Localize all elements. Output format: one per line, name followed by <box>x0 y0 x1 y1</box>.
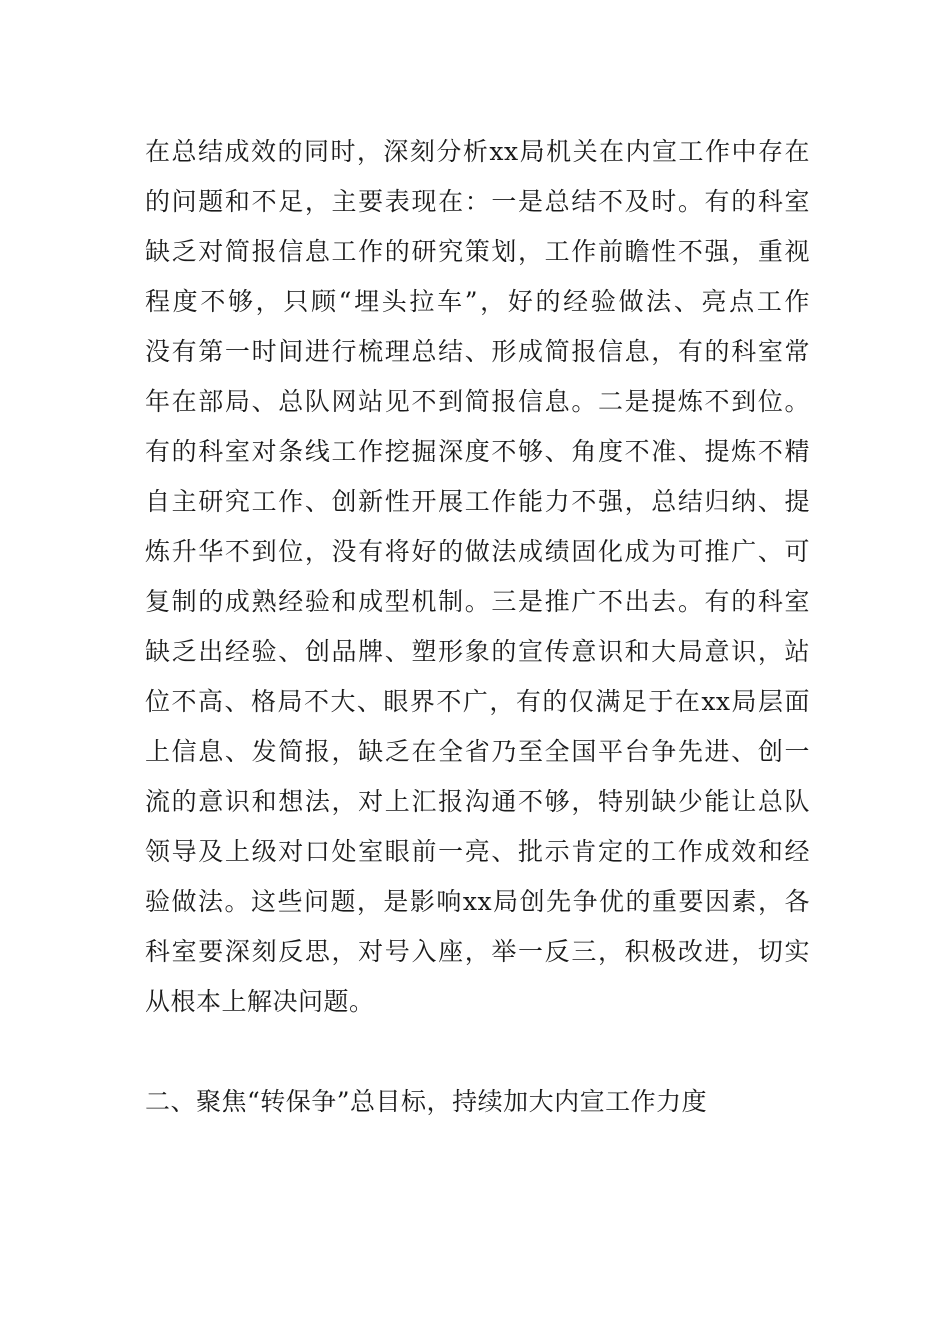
paragraph-spacer <box>145 1027 810 1077</box>
body-paragraph <box>145 127 810 1027</box>
paragraph-line: 缺乏对简报信息工作的研究策划，工作前瞻性不强，重视 <box>145 237 810 266</box>
paragraph-line: 上信息、发简报，缺乏在全省乃至全国平台争先进、创一 <box>145 737 810 766</box>
paragraph-line: 从根本上解决问题。 <box>145 987 375 1016</box>
paragraph-line: 年在部局、总队网站见不到简报信息。二是提炼不到位。 <box>145 387 810 416</box>
paragraph-line: 位不高、格局不大、眼界不广，有的仅满足于在xx局层面 <box>145 687 810 716</box>
document-body <box>145 127 810 1127</box>
paragraph-line: 有的科室对条线工作挖掘深度不够、角度不准、提炼不精 <box>145 437 810 466</box>
paragraph-line: 流的意识和想法，对上汇报沟通不够，特别缺少能让总队 <box>145 787 810 816</box>
paragraph-line: 领导及上级对口处室眼前一亮、批示肯定的工作成效和经 <box>145 837 810 866</box>
paragraph-line: 的问题和不足，主要表现在：一是总结不及时。有的科室 <box>145 187 810 216</box>
paragraph-line: 复制的成熟经验和成型机制。三是推广不出去。有的科室 <box>145 587 810 616</box>
paragraph-line: 程度不够，只顾“埋头拉车”，好的经验做法、亮点工作 <box>145 287 810 316</box>
section-heading: 二、聚焦“转保争”总目标，持续加大内宣工作力度 <box>145 1087 708 1116</box>
paragraph-line: 在总结成效的同时，深刻分析xx局机关在内宣工作中存在 <box>145 137 810 166</box>
paragraph-line: 验做法。这些问题，是影响xx局创先争优的重要因素，各 <box>145 887 810 916</box>
paragraph-line: 没有第一时间进行梳理总结、形成简报信息，有的科室常 <box>145 337 810 366</box>
paragraph-line: 炼升华不到位，没有将好的做法成绩固化成为可推广、可 <box>145 537 810 566</box>
paragraph-line: 科室要深刻反思，对号入座，举一反三，积极改进，切实 <box>145 937 810 966</box>
paragraph-line: 自主研究工作、创新性开展工作能力不强，总结归纳、提 <box>145 487 810 516</box>
paragraph-line: 缺乏出经验、创品牌、塑形象的宣传意识和大局意识，站 <box>145 637 810 666</box>
